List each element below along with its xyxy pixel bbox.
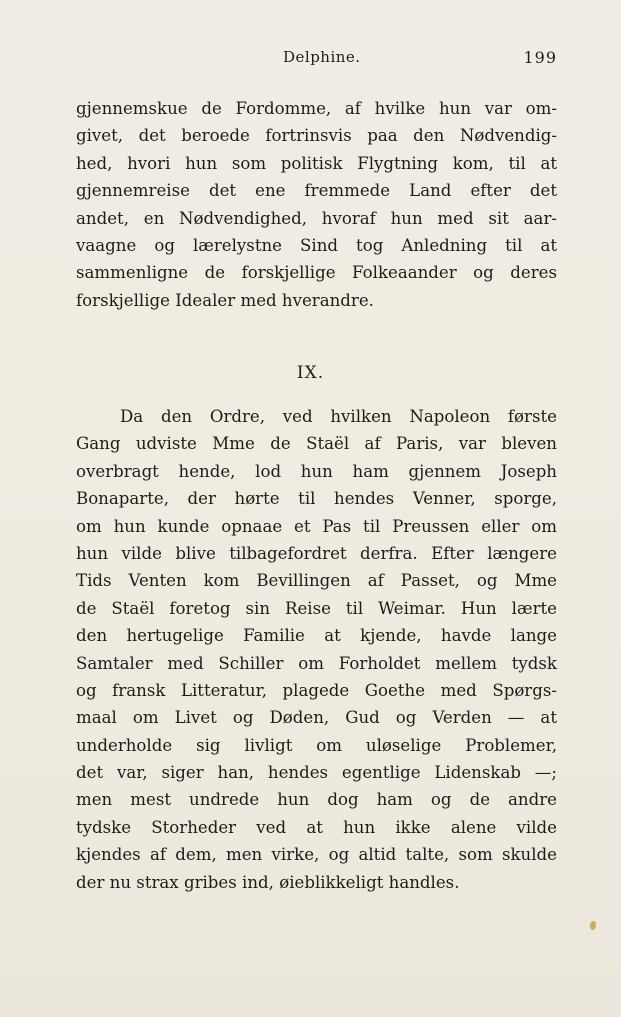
paper-stain [590,921,596,930]
text-line: kjendes af dem, men virke, og altid talte, som skulde [76,845,557,865]
text-line: der nu strax gribes ind, øieblikkeligt handles. [76,872,460,892]
text-line: forskjellige Idealer med hverandre. [76,290,374,310]
text-line: den hertugelige Familie at kjende, havde lange [76,626,557,646]
text-line: maal om Livet og Døden, Gud og Verden — at [76,708,557,728]
text-line: gjennemskue de Fordomme, af hvilke hun var om- [76,99,557,118]
text-line: og fransk Litteratur, plagede Goethe med Spørgs- [76,680,557,700]
text-line: givet, det beroede fortrinsvis paa den Nødvendig- [76,126,557,146]
text-line: andet, en Nødvendighed, hvoraf hun med sit aar- [76,208,557,228]
running-head: Delphine. [283,48,361,66]
paragraph-2 [76,403,557,896]
text-line: vaagne og lærelystne Sind tog Anledning til at [76,235,557,255]
text-line: tydske Storheder ved at hun ikke alene vilde [76,817,557,837]
text-line: gjennemreise det ene fremmede Land efter det [76,181,557,201]
text-line: underholde sig livligt om uløselige Problemer, [76,735,557,755]
text-line: Da den Ordre, ved hvilken Napoleon første [120,407,557,426]
text-line: men mest undrede hun dog ham og de andre [76,790,557,810]
text-line: sammenligne de forskjellige Folkeaander og deres [76,263,557,283]
text-line: Samtaler med Schiller om Forholdet mellem tydsk [76,653,557,673]
text-line: om hun kunde opnaae et Pas til Preussen eller om [76,516,557,536]
text-line: det var, siger han, hendes egentlige Lidenskab —; [76,763,557,783]
section-heading: IX. [296,363,325,383]
text-line: Bonaparte, der hørte til hendes Venner, sporge, [76,489,557,509]
text-line: overbragt hende, lod hun ham gjennem Joseph [76,461,557,481]
page-header [76,48,557,72]
page-number: 199 [523,48,557,67]
text-line: Tids Venten kom Bevillingen af Passet, og Mme [76,571,557,591]
text-line: hed, hvori hun som politisk Flygtning kom, til at [76,153,557,173]
paragraph-1 [76,95,557,314]
text-line: hun vilde blive tilbagefordret derfra. Efter længere [76,543,557,563]
text-line: Gang udviste Mme de Staël af Paris, var bleven [76,434,557,454]
text-line: de Staël foretog sin Reise til Weimar. Hun lærte [76,598,557,618]
